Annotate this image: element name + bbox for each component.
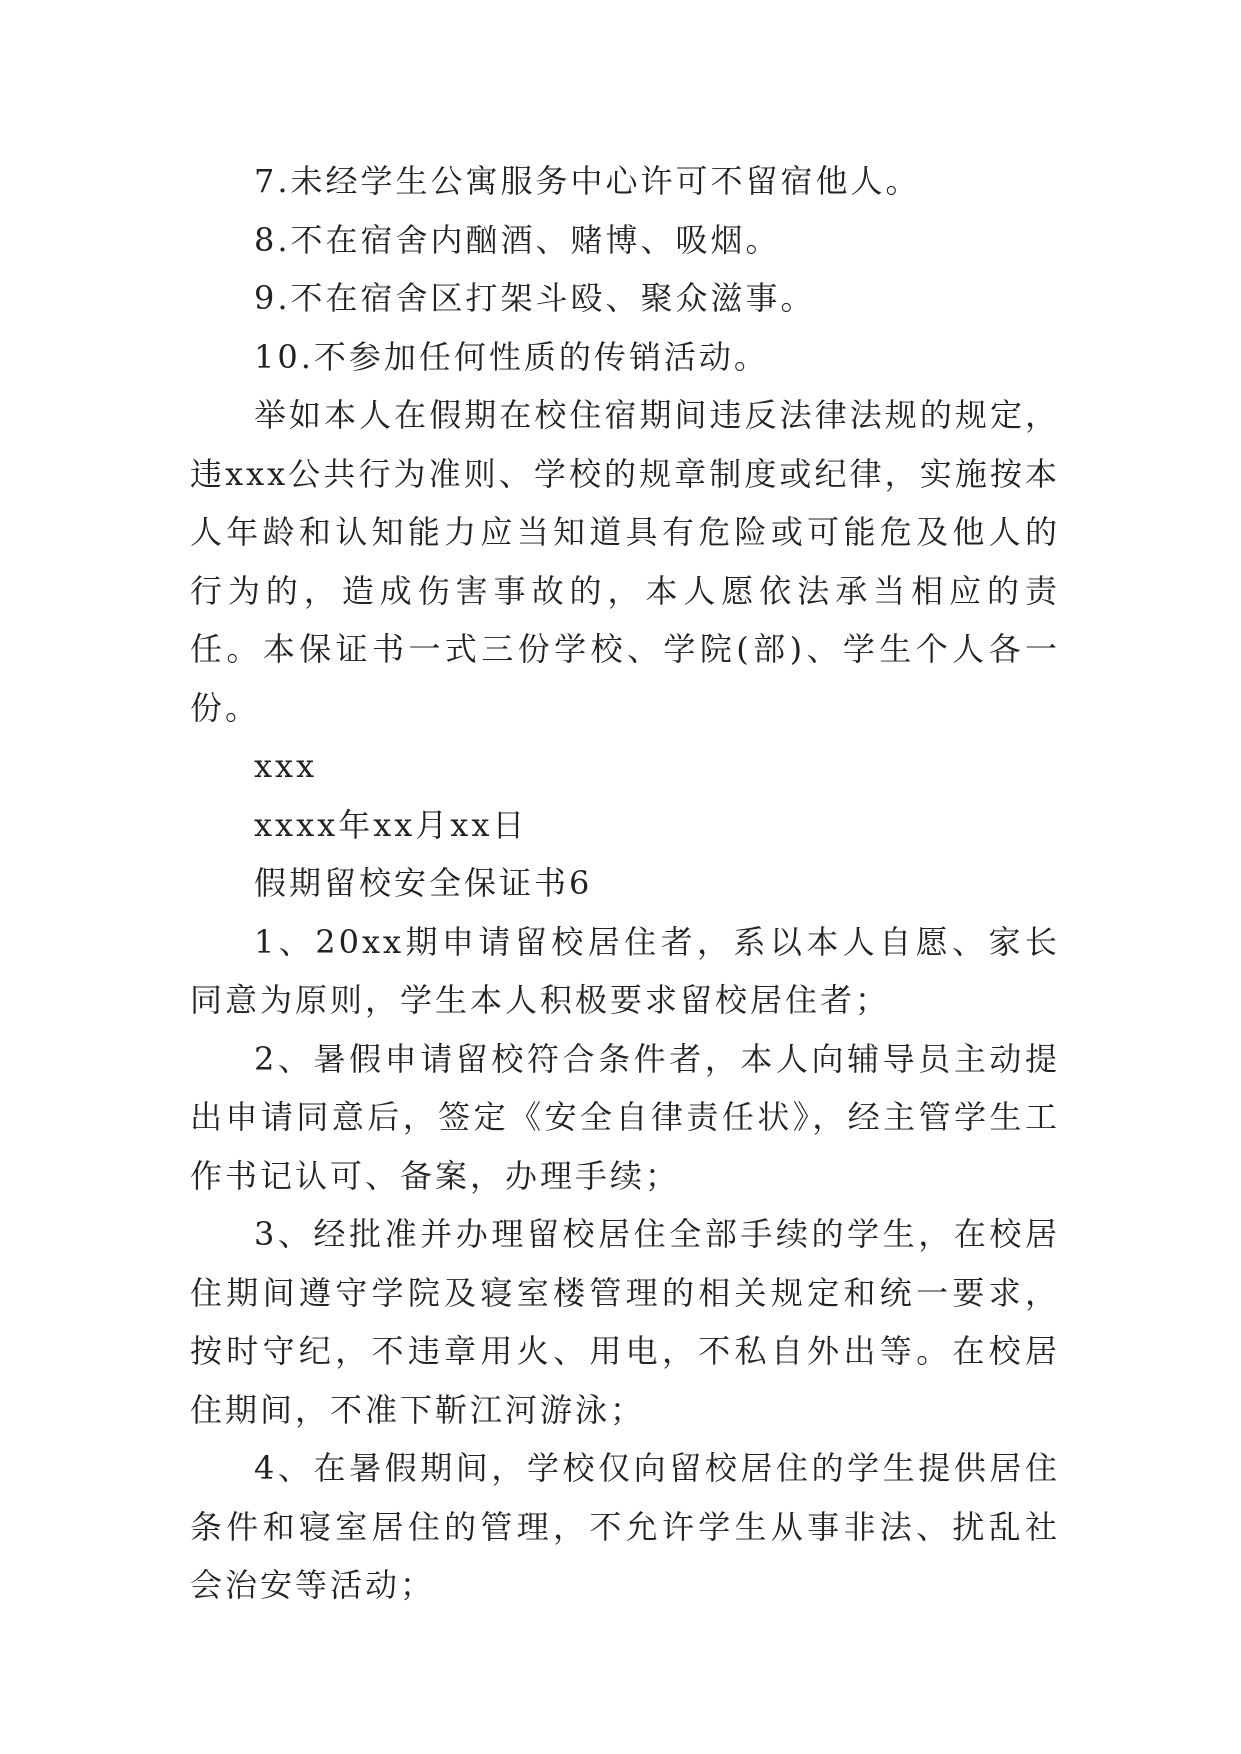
document-body: [190, 152, 1060, 1615]
signature-date: xxxx年xx月xx日: [254, 805, 528, 844]
signature-name: xxx: [254, 747, 318, 785]
section-title: 假期留校安全保证书6: [254, 864, 593, 902]
rule-7: 7.未经学生公寓服务中心许可不留宿他人。: [254, 162, 921, 200]
clause-3: 3、经批准并办理留校居住全部手续的学生，在校居住期间遵守学院及寝室楼管理的相关规定和统一要求，按时守纪，不违章用火、用电，不私自外出等。在校居住期间，不准下靳江河游泳；: [190, 1215, 1060, 1429]
liability-paragraph: 举如本人在假期在校住宿期间违反法律法规的规定，违xxx公共行为准则、学校的规章制度或纪律，实施按本人年龄和认知能力应当知道具有危险或可能危及他人的行为的，造成伤害事故的，本人愿依法承当相应的责任。本保证书一式三份学校、学院(部)、学生个人各一份。: [190, 396, 1060, 727]
clause-2: 2、暑假申请留校符合条件者，本人向辅导员主动提出申请同意后，签定《安全自律责任状》，经主管学生工作书记认可、备案，办理手续；: [190, 1039, 1060, 1195]
clause-4: 4、在暑假期间，学校仅向留校居住的学生提供居住条件和寝室居住的管理，不允许学生从事非法、扰乱社会治安等活动；: [190, 1449, 1060, 1604]
rule-10: 10.不参加任何性质的传销活动。: [254, 337, 769, 376]
clause-1: 1、20xx期申请留校居住者，系以本人自愿、家长同意为原则，学生本人积极要求留校居住者；: [190, 922, 1060, 1019]
rule-9: 9.不在宿舍区打架斗殴、聚众滋事。: [254, 279, 816, 317]
rule-8: 8.不在宿舍内酗酒、赌博、吸烟。: [254, 220, 781, 259]
